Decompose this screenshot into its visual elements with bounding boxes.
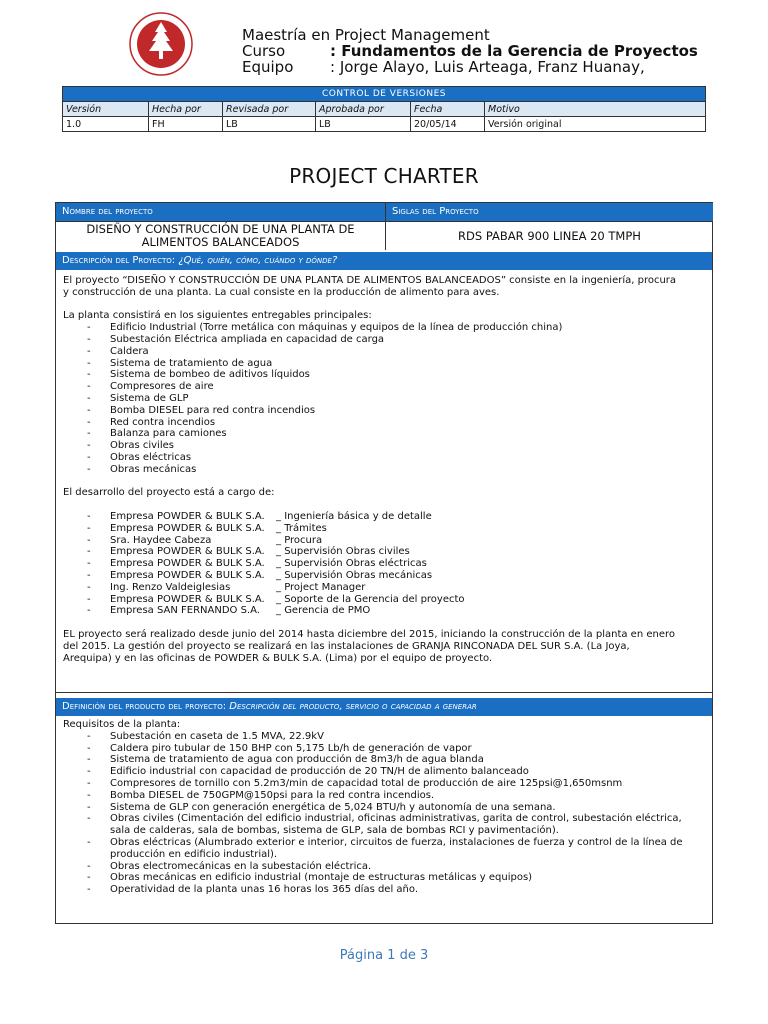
- paragraph: EL proyecto será realizado desde junio del 2014 hasta diciembre del 2015, iniciando la construcción de la planta en enero: [63, 628, 675, 640]
- document-title: PROJECT CHARTER: [289, 164, 479, 188]
- paragraph: Arequipa) y en las oficinas de POWDER & BULK S.A. (Lima) por el equipo de proyecto.: [63, 652, 493, 664]
- list-item-line: - Obras eléctricas (Alumbrado exterior e interior, circuitos de fuerza, instalaciones de fuerza y control de la línea de: [110, 836, 683, 848]
- description-label: Descripción del Proyecto:: [62, 255, 179, 266]
- paragraph: El desarrollo del proyecto está a cargo de:: [63, 487, 275, 499]
- separator: _: [276, 558, 285, 570]
- page-number: Página 1 de 3: [339, 948, 429, 963]
- list-item: [63, 837, 704, 861]
- list-item: [63, 790, 704, 802]
- list-item: [63, 535, 704, 547]
- project-acronym-value: RDS PABAR 900 LINEA 20 TMPH: [458, 229, 641, 243]
- list-item: [63, 778, 704, 790]
- list-item: [63, 594, 704, 606]
- separator: _: [276, 581, 285, 593]
- list-item: [63, 802, 704, 814]
- university-seal-tree-icon: [126, 12, 196, 76]
- list-item: - Sistema de tratamiento de agua: [63, 358, 704, 370]
- description-header: [56, 252, 712, 270]
- responsible-entity: Empresa POWDER & BULK S.A.: [110, 558, 265, 570]
- separator: _: [276, 534, 285, 546]
- product-definition-hint: Descripción del producto, servicio o capacidad a generar: [229, 701, 477, 712]
- list-item-line: - Subestación en caseta de 1.5 MVA, 22.9kV: [110, 730, 324, 742]
- description-hint: ¿Qué, quién, cómo, cuándo y dónde?: [178, 255, 338, 266]
- responsible-role: Ingeniería básica y de detalle: [284, 510, 432, 522]
- responsible-role: Gerencia de PMO: [284, 605, 371, 617]
- responsible-entity: Empresa POWDER & BULK S.A.: [110, 569, 265, 581]
- responsible-entity: Empresa POWDER & BULK S.A.: [110, 522, 265, 534]
- list-item: [63, 754, 704, 766]
- table-row: [63, 117, 706, 132]
- team-label: Equipo: [242, 58, 294, 76]
- program-title: Maestría en Project Management: [242, 26, 490, 44]
- column-header: Fecha: [411, 102, 485, 117]
- table-cell: LB: [223, 117, 316, 132]
- list-item-line: - Compresores de tornillo con 5.2m3/min de capacidad total de producción de aire 125psi@1,650msnm: [110, 777, 623, 789]
- list-item: [63, 570, 704, 582]
- responsible-role: Procura: [284, 534, 323, 546]
- column-header: Versión: [63, 102, 149, 117]
- product-definition-body: [63, 719, 704, 896]
- separator: _: [276, 605, 285, 617]
- course-line: [242, 43, 698, 59]
- list-item: [63, 813, 704, 837]
- requirements-list: [63, 731, 704, 896]
- team-value: : Jorge Alayo, Luis Arteaga, Franz Huanay,: [330, 58, 645, 76]
- list-item: [63, 558, 704, 570]
- responsible-role: Trámites: [284, 522, 327, 534]
- responsibles-list: [63, 511, 704, 617]
- project-name-value: [56, 223, 385, 249]
- list-item: [63, 511, 704, 523]
- list-item: [63, 605, 704, 617]
- responsible-role: Supervisión Obras eléctricas: [284, 558, 427, 570]
- list-item-line: producción en edificio industrial).: [110, 848, 278, 860]
- list-item: - Sistema de bombeo de aditivos líquidos: [63, 369, 704, 381]
- table-cell: FH: [149, 117, 223, 132]
- responsible-role: Supervisión Obras civiles: [284, 546, 410, 558]
- list-item: [63, 582, 704, 594]
- team-line: [242, 59, 645, 75]
- list-item: - Caldera: [63, 346, 704, 358]
- list-item-line: - Obras mecánicas en edificio industrial (montaje de estructuras metálicas y equipos): [110, 872, 533, 884]
- paragraph: y construcción de una planta. La cual consiste en la producción de alimento para aves.: [63, 286, 500, 298]
- responsible-entity: Ing. Renzo Valdeiglesias: [110, 581, 231, 593]
- university-logo: [126, 12, 196, 76]
- table-cell: 1.0: [63, 117, 149, 132]
- list-item: [63, 523, 704, 535]
- course-label: Curso: [242, 42, 286, 60]
- paragraph: La planta consistirá en los siguientes entregables principales:: [63, 310, 372, 322]
- separator: _: [276, 510, 285, 522]
- project-acronym-header: Siglas del Proyecto: [386, 203, 713, 221]
- course-value: : Fundamentos de la Gerencia de Proyectos: [330, 42, 698, 60]
- list-item-line: - Obras electromecánicas en la subestación eléctrica.: [110, 860, 372, 872]
- responsible-role: Soporte de la Gerencia del proyecto: [284, 593, 465, 605]
- column-header: Motivo: [485, 102, 706, 117]
- deliverables-list: [63, 322, 704, 475]
- paragraph: El proyecto “DISEÑO Y CONSTRUCCIÓN DE UNA PLANTA DE ALIMENTOS BALANCEADOS” consiste en la ingeniería, procura: [63, 275, 677, 286]
- list-item-line: - Obras civiles (Cimentación del edificio industrial, oficinas administrativas, garita de control, subestación eléctrica,: [110, 813, 682, 825]
- version-control-table: [62, 86, 706, 132]
- table-cell: LB: [316, 117, 411, 132]
- list-item-line: - Operatividad de la planta unas 16 horas los 365 días del año.: [110, 884, 419, 896]
- column-header: Revisada por: [223, 102, 316, 117]
- list-item: - Sistema de GLP: [63, 393, 704, 405]
- responsible-entity: Empresa POWDER & BULK S.A.: [110, 593, 265, 605]
- list-item-line: - Bomba DIESEL de 750GPM@150psi para la red contra incendios.: [110, 789, 435, 801]
- project-name-line: ALIMENTOS BALANCEADOS: [141, 235, 300, 249]
- responsible-role: Supervisión Obras mecánicas: [284, 569, 433, 581]
- responsible-role: Project Manager: [284, 581, 366, 593]
- list-item: [63, 872, 704, 884]
- list-item: [63, 884, 704, 896]
- table-cell: Versión original: [485, 117, 706, 132]
- table-cell: 20/05/14: [411, 117, 485, 132]
- responsible-entity: Empresa POWDER & BULK S.A.: [110, 510, 265, 522]
- separator: _: [276, 593, 285, 605]
- responsible-entity: Empresa POWDER & BULK S.A.: [110, 546, 265, 558]
- responsible-entity: Sra. Haydee Cabeza: [110, 534, 212, 546]
- list-item: - Obras civiles: [63, 440, 704, 452]
- list-item: [63, 861, 704, 873]
- separator: _: [276, 522, 285, 534]
- separator: _: [276, 569, 285, 581]
- product-definition-header: [56, 698, 712, 716]
- list-item: [63, 546, 704, 558]
- product-definition-label: Definición del producto del proyecto:: [62, 701, 230, 712]
- list-item: - Edificio Industrial (Torre metálica con máquinas y equipos de la línea de producción china): [63, 322, 704, 334]
- version-table-header: [63, 102, 706, 117]
- list-item: [63, 731, 704, 743]
- list-item: - Bomba DIESEL para red contra incendios: [63, 405, 704, 417]
- list-item: - Balanza para camiones: [63, 428, 704, 440]
- description-body: [63, 275, 704, 664]
- list-item: - Obras eléctricas: [63, 452, 704, 464]
- list-item-line: sala de calderas, sala de bombas, sistema de GLP, sala de bombas RCI y pavimentación).: [110, 825, 559, 837]
- list-item: - Obras mecánicas: [63, 464, 704, 476]
- separator: _: [276, 546, 285, 558]
- divider: [56, 692, 712, 693]
- list-item: - Red contra incendios: [63, 417, 704, 429]
- list-item: [63, 766, 704, 778]
- project-name-line: DISEÑO Y CONSTRUCCIÓN DE UNA PLANTA DE: [86, 222, 355, 236]
- list-item: - Compresores de aire: [63, 381, 704, 393]
- list-item-line: - Edificio industrial con capacidad de producción de 20 TN/H de alimento balanceado: [110, 766, 529, 778]
- column-header: Aprobada por: [316, 102, 411, 117]
- paragraph: Requisitos de la planta:: [63, 719, 181, 730]
- list-item: [63, 743, 704, 755]
- list-item: - Subestación Eléctrica ampliada en capacidad de carga: [63, 334, 704, 346]
- responsible-entity: Empresa SAN FERNANDO S.A.: [110, 605, 260, 617]
- list-item-line: - Caldera piro tubular de 150 BHP con 5,175 Lb/h de generación de vapor: [110, 742, 472, 754]
- version-table-title: CONTROL DE VERSIONES: [63, 87, 706, 102]
- column-header: Hecha por: [149, 102, 223, 117]
- project-name-header: Nombre del proyecto: [56, 203, 385, 221]
- paragraph: del 2015. La gestión del proyecto se realizará en las instalaciones de GRANJA RINCONADA DEL SUR S.A. (La Joya,: [63, 640, 630, 652]
- list-item-line: - Sistema de tratamiento de agua con producción de 8m3/h de agua blanda: [110, 754, 484, 766]
- list-item-line: - Sistema de GLP con generación energética de 5,024 BTU/h y autonomía de una semana.: [110, 801, 556, 813]
- project-charter-box: [55, 202, 713, 924]
